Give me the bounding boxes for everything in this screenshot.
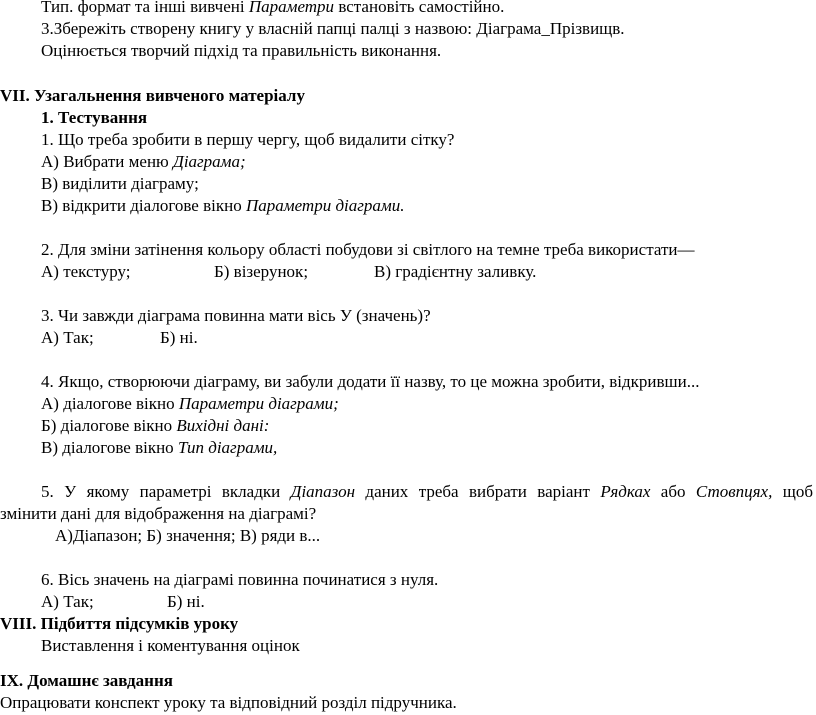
section-8-text: Виставлення і коментування оцінок xyxy=(41,636,300,655)
question-3: 3. Чи завжди діаграма повинна мати вісь У (значень)? xyxy=(41,306,431,325)
intro-line-2: 3.Збережіть створену книгу у власній папці палці з назвою: Діаграма_Прізвищв. xyxy=(41,19,625,38)
question-2-option-b: Б) візерунок; xyxy=(214,262,309,281)
question-6: 6. Вісь значень на діаграмі повинна починатися з нуля. xyxy=(41,570,439,589)
question-5-line-1: 5. У якому параметрі вкладки Діапазон даних треба вибрати варіант Рядках або Стовпцях, щоб xyxy=(41,482,814,501)
question-4-option-a: А) діалогове вікно Параметри діаграми; xyxy=(41,394,339,413)
question-6-option-a: А) Так; xyxy=(41,592,94,611)
question-3-option-b: Б) ні. xyxy=(160,328,198,347)
section-7-subheading: 1. Тестування xyxy=(41,108,148,127)
question-1-option-b: В) виділити діаграму; xyxy=(41,174,199,193)
question-5-line-2: змінити дані для відображення на діаграмі? xyxy=(0,504,317,523)
section-7-heading: VII. Узагальнення вивченого матеріалу xyxy=(0,86,305,105)
question-4-option-c: В) діалогове вікно Тип діаграми, xyxy=(41,438,278,457)
intro-line-1: Тип. формат та інші вивчені Параметри встановіть самостійно. xyxy=(41,0,505,16)
question-4: 4. Якщо, створюючи діаграму, ви забули додати її назву, то це можна зробити, відкривши... xyxy=(41,372,700,391)
section-9-text: Опрацювати конспект уроку та відповідний розділ підручника. xyxy=(0,693,457,712)
question-2-option-c: В) градієнтну заливку. xyxy=(374,262,537,281)
question-3-option-a: А) Так; xyxy=(41,328,94,347)
question-5-answers: А)Діапазон; Б) значення; В) ряди в... xyxy=(55,526,321,545)
question-1: 1. Що треба зробити в першу чергу, щоб видалити сітку? xyxy=(41,130,455,149)
section-9-heading: IX. Домашнє завдання xyxy=(0,671,173,690)
question-6-option-b: Б) ні. xyxy=(167,592,205,611)
question-1-option-c: В) відкрити діалогове вікно Параметри діаграми. xyxy=(41,196,405,215)
question-1-option-a: А) Вибрати меню Діаграма; xyxy=(41,152,246,171)
question-2-option-a: А) текстуру; xyxy=(41,262,131,281)
question-4-option-b: Б) діалогове вікно Вихідні дані: xyxy=(41,416,270,435)
intro-line-3: Оцінюється творчий підхід та правильність виконання. xyxy=(41,41,442,60)
section-8-heading: VIII. Підбиття підсумків уроку xyxy=(0,614,239,633)
question-2: 2. Для зміни затінення кольору області побудови зі світлого на темне треба використати— xyxy=(41,240,695,259)
